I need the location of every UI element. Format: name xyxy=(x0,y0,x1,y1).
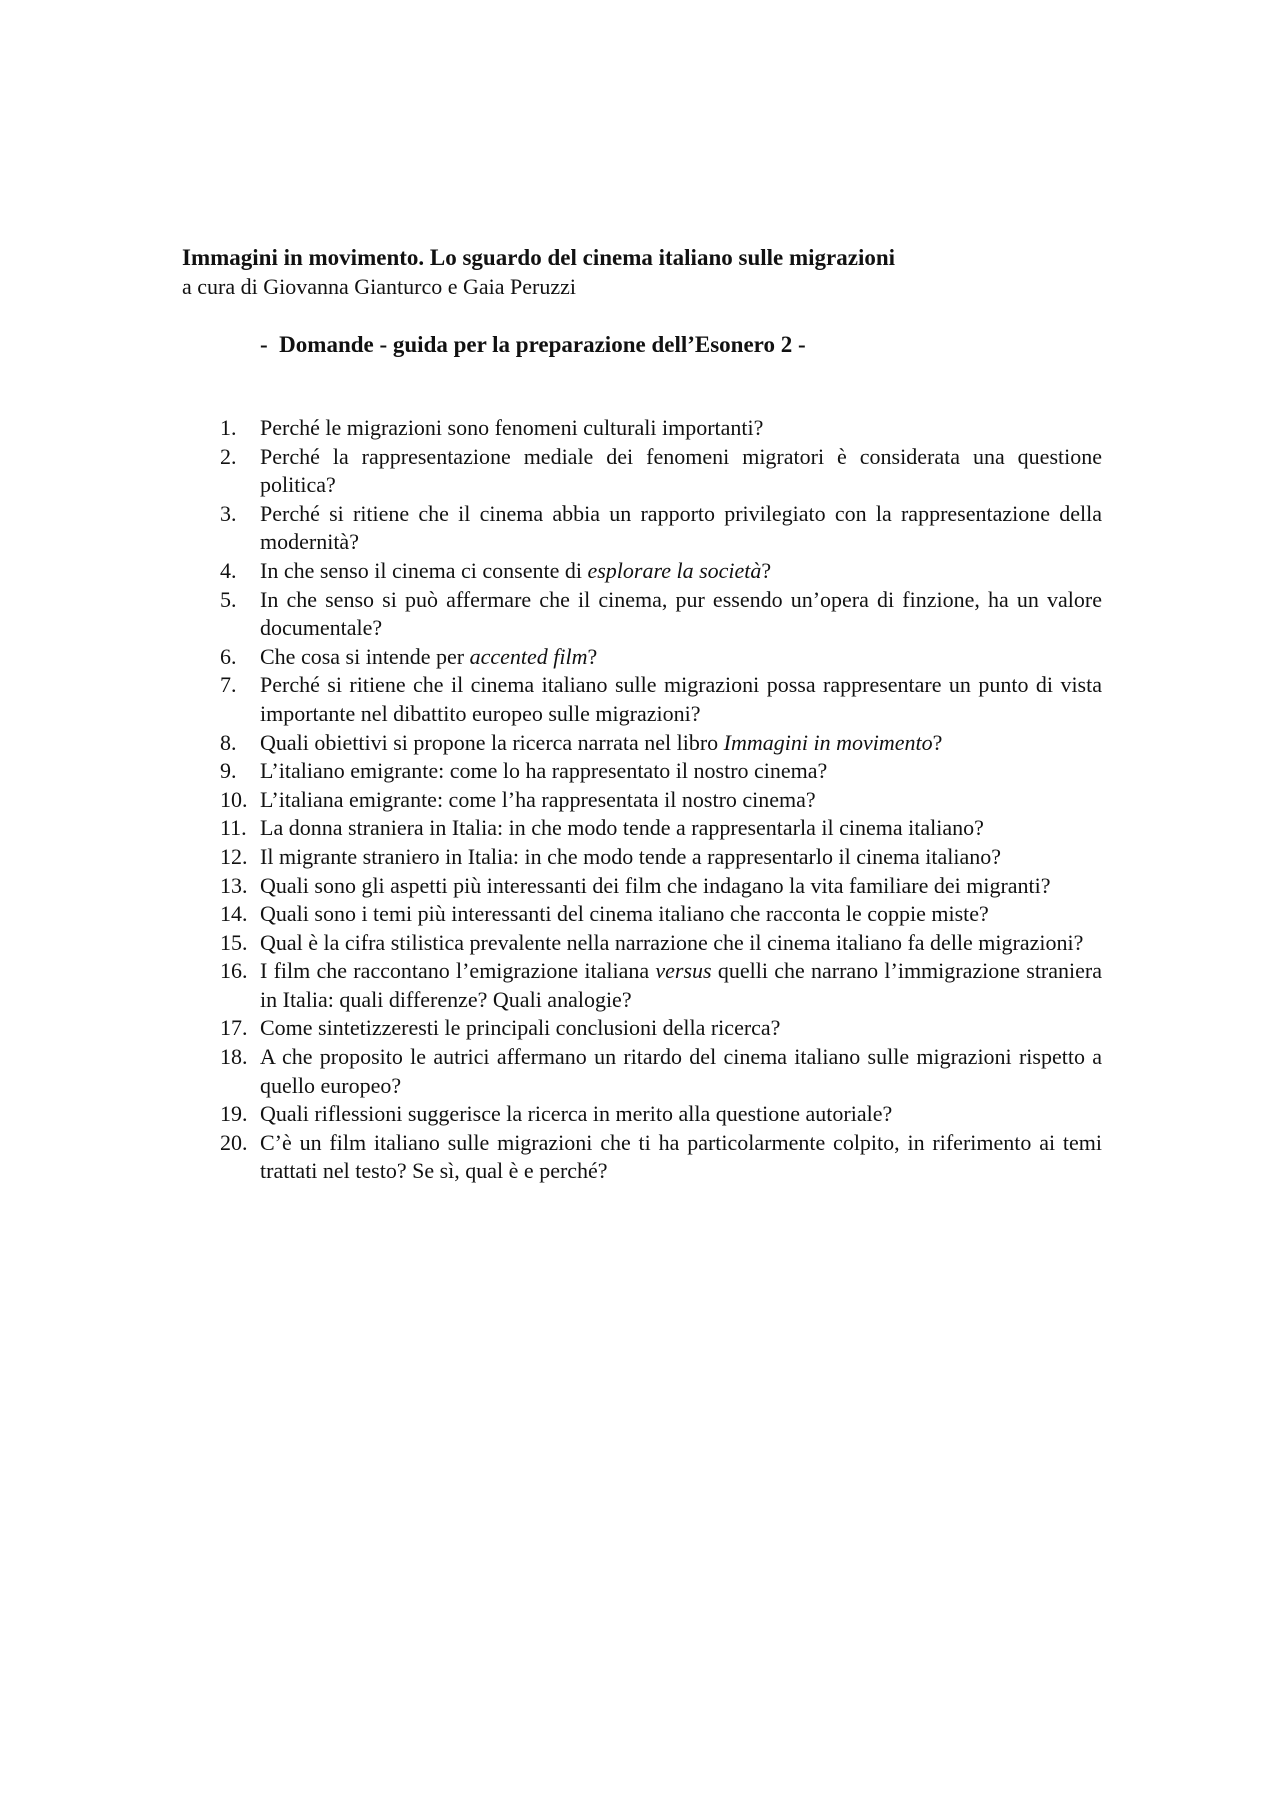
question-number: 11. xyxy=(220,815,247,841)
document-title: Immagini in movimento. Lo sguardo del cinema italiano sulle migrazioni xyxy=(182,245,896,270)
question-item xyxy=(182,671,1102,728)
question-text-segment: L’italiano emigrante: come lo ha rappresentato il nostro cinema? xyxy=(260,758,828,784)
question-number: 18. xyxy=(220,1044,248,1070)
question-text xyxy=(260,500,1102,557)
question-number: 9. xyxy=(220,758,237,784)
question-text-segment: Perché si ritiene che il cinema abbia un rapporto privilegiato con la rappresentazione della modernità? xyxy=(260,500,1102,555)
question-text xyxy=(260,557,1102,586)
question-text xyxy=(260,929,1102,958)
question-text xyxy=(260,957,1102,1014)
question-text xyxy=(260,414,1102,443)
heading-dash-left: - xyxy=(260,332,268,357)
question-text xyxy=(260,1014,1102,1043)
question-text-italic: Immagini in movimento xyxy=(723,729,933,755)
question-number: 20. xyxy=(220,1129,248,1155)
document-subtitle: a cura di Giovanna Gianturco e Gaia Peruzzi xyxy=(182,274,576,299)
question-item xyxy=(182,1014,1102,1043)
question-text xyxy=(260,443,1102,500)
question-text xyxy=(260,586,1102,643)
question-item xyxy=(182,1100,1102,1129)
section-heading-text: Domande - guida per la preparazione dell’Esonero 2 xyxy=(279,332,793,357)
question-item xyxy=(182,500,1102,557)
question-item xyxy=(182,729,1102,758)
question-text-segment: ? xyxy=(932,729,943,755)
question-item xyxy=(182,1043,1102,1100)
question-item xyxy=(182,786,1102,815)
question-number: 8. xyxy=(220,729,237,755)
question-text xyxy=(260,843,1102,872)
question-number: 12. xyxy=(220,843,248,869)
question-number: 3. xyxy=(220,500,237,526)
question-text xyxy=(260,900,1102,929)
question-item xyxy=(182,1129,1102,1186)
question-text-segment: Perché si ritiene che il cinema italiano sulle migrazioni possa rappresentare un punto di vista importante nel dibattito europeo sulle migrazioni? xyxy=(260,672,1102,726)
section-heading xyxy=(260,330,806,359)
question-number: 2. xyxy=(220,443,237,469)
question-item xyxy=(182,643,1102,672)
question-number: 15. xyxy=(220,929,248,955)
question-number: 13. xyxy=(220,872,248,898)
question-number: 1. xyxy=(220,415,237,440)
question-text-italic: esplorare la società xyxy=(587,557,762,583)
question-item xyxy=(182,872,1102,901)
question-text xyxy=(260,786,1102,815)
question-text xyxy=(260,729,1102,758)
questions-list xyxy=(182,414,1102,1186)
question-text-segment: ? xyxy=(761,557,772,583)
question-number: 5. xyxy=(220,586,237,612)
question-text-segment: In che senso si può affermare che il cinema, pur essendo un’opera di finzione, ha un valore documentale? xyxy=(260,586,1102,641)
question-number: 4. xyxy=(220,557,237,583)
heading-dash-right: - xyxy=(797,332,806,357)
question-text-italic: versus xyxy=(655,958,712,984)
question-text-segment: In che senso il cinema ci consente di xyxy=(260,557,588,583)
question-text-segment: C’è un film italiano sulle migrazioni che ti ha particolarmente colpito, in riferimento ai temi trattati nel testo? Se sì, qual è e perché? xyxy=(260,1129,1102,1184)
question-item xyxy=(182,757,1102,786)
question-number: 6. xyxy=(220,643,237,669)
question-item xyxy=(182,900,1102,929)
question-item xyxy=(182,557,1102,586)
question-text xyxy=(260,671,1102,728)
question-item xyxy=(182,814,1102,843)
question-text-segment: L’italiana emigrante: come l’ha rappresentata il nostro cinema? xyxy=(260,786,816,812)
question-item xyxy=(182,414,1102,443)
question-text xyxy=(260,1129,1102,1186)
question-text-segment: A che proposito le autrici affermano un ritardo del cinema italiano sulle migrazioni rispetto a quello europeo? xyxy=(260,1044,1102,1098)
question-number: 17. xyxy=(220,1015,248,1041)
question-item xyxy=(182,443,1102,500)
question-text-segment: I film che raccontano l’emigrazione italiana xyxy=(260,958,656,984)
question-text-italic: accented film xyxy=(469,643,588,669)
question-item xyxy=(182,843,1102,872)
question-text-segment: Perché le migrazioni sono fenomeni culturali importanti? xyxy=(260,415,764,440)
question-item xyxy=(182,929,1102,958)
question-text xyxy=(260,1043,1102,1100)
question-text-segment: Qual è la cifra stilistica prevalente nella narrazione che il cinema italiano fa delle migrazioni? xyxy=(260,929,1084,955)
question-text-segment: La donna straniera in Italia: in che modo tende a rappresentarla il cinema italiano? xyxy=(260,815,984,841)
question-number: 10. xyxy=(220,786,248,812)
question-item xyxy=(182,586,1102,643)
question-text-segment: Quali riflessioni suggerisce la ricerca in merito alla questione autoriale? xyxy=(260,1101,893,1127)
question-text xyxy=(260,643,1102,672)
question-number: 16. xyxy=(220,958,248,984)
question-text-segment: Che cosa si intende per xyxy=(260,643,470,669)
question-text xyxy=(260,814,1102,843)
question-text xyxy=(260,757,1102,786)
question-text xyxy=(260,1100,1102,1129)
question-text-segment: Come sintetizzeresti le principali conclusioni della ricerca? xyxy=(260,1015,781,1041)
question-text-segment: Perché la rappresentazione mediale dei fenomeni migratori è considerata una questione politica? xyxy=(260,443,1102,498)
question-item xyxy=(182,957,1102,1014)
question-number: 14. xyxy=(220,901,248,927)
question-text-segment: Quali obiettivi si propone la ricerca narrata nel libro xyxy=(260,729,724,755)
question-text-segment: Quali sono i temi più interessanti del cinema italiano che racconta le coppie miste? xyxy=(260,901,989,927)
question-number: 7. xyxy=(220,672,237,698)
question-text-segment: Il migrante straniero in Italia: in che modo tende a rappresentarlo il cinema italiano? xyxy=(260,843,1001,869)
question-text-segment: quelli che narrano l’immigrazione straniera in Italia: quali differenze? Quali analogie? xyxy=(260,958,1102,1012)
question-number: 19. xyxy=(220,1101,248,1127)
question-text-segment: ? xyxy=(587,643,598,669)
question-text xyxy=(260,872,1102,901)
question-text-segment: Quali sono gli aspetti più interessanti dei film che indagano la vita familiare dei migranti? xyxy=(260,872,1051,898)
